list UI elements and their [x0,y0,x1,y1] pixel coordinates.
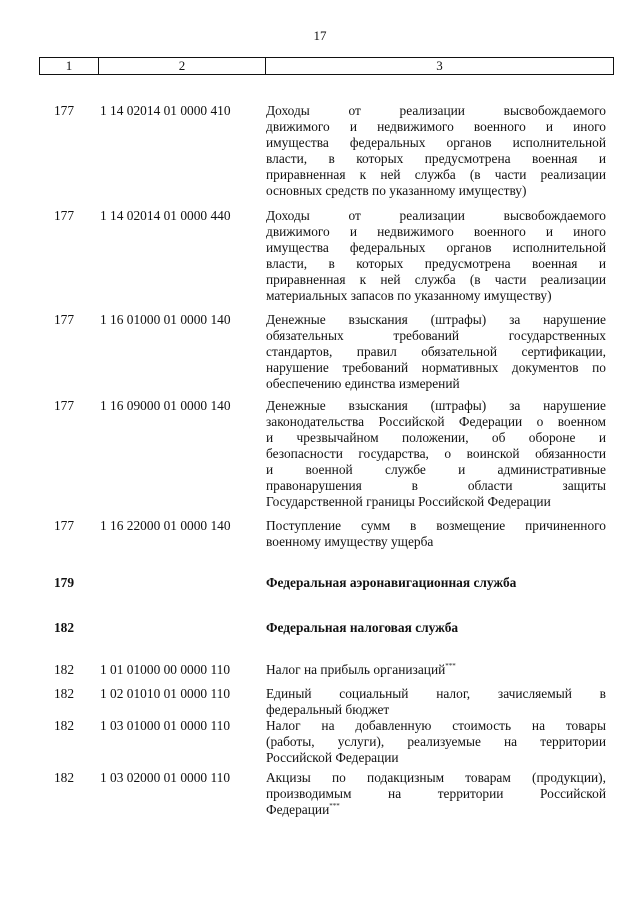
admin-code: 177 [53,398,75,413]
column-header-2: 2 [99,58,266,75]
description: Единый социальный налог, зачисляемый в федеральный бюджет [266,686,606,717]
section-code: 179 [53,575,75,590]
budget-code: 1 16 01000 01 0000 140 [100,312,231,327]
section-title: Федеральная аэронавигационная служба [266,575,517,590]
admin-code: 177 [53,208,75,223]
description: Денежные взыскания (штрафы) за нарушение законодательства Российской Федерации о военном и чрезвычайном положении, об обороне и безопасности государства, о воинской обязанности и военной службе и административные правонарушения в области защиты Государственной границы Российской Федерации [266,398,606,509]
description: Доходы от реализации высвобождаемого движимого и недвижимого военного и иного имущества федеральных органов исполнительной власти, в которых предусмотрена военная и приравненная к ней служба (в части реализации материальных запасов по указанному имуществу) [266,208,606,303]
budget-code: 1 14 02014 01 0000 410 [100,103,231,118]
admin-code: 182 [53,686,75,701]
section-title: Федеральная налоговая служба [266,620,459,635]
description: Налог на добавленную стоимость на товары (работы, услуги), реализуемые на территории Российской Федерации [266,718,606,765]
column-header-3: 3 [266,58,614,75]
admin-code: 177 [53,518,75,533]
budget-code: 1 14 02014 01 0000 440 [100,208,231,223]
description: Налог на прибыль организаций*** [266,662,456,677]
description: Поступление сумм в возмещение причиненного военному имуществу ущерба [266,518,606,549]
budget-code: 1 02 01010 01 0000 110 [100,686,231,701]
admin-code: 177 [53,312,75,327]
admin-code: 182 [53,662,75,677]
admin-code: 177 [53,103,75,118]
admin-code: 182 [53,718,75,733]
description: Акцизы по подакцизным товарам (продукции), производимым на территории Российской Федерации*** [266,770,606,817]
footnote-mark: *** [445,662,456,670]
footnote-mark: *** [329,802,340,810]
budget-code: 1 03 01000 01 0000 110 [100,718,231,733]
budget-code: 1 16 09000 01 0000 140 [100,398,231,413]
description: Денежные взыскания (штрафы) за нарушение обязательных требований государственных стандартов, правил обязательной сертификации, нарушение требований нормативных документов по обеспечению единства измерений [266,312,606,391]
description: Доходы от реализации высвобождаемого движимого и недвижимого военного и иного имущества федеральных органов исполнительной власти, в которых предусмотрена военная и приравненная к ней служба (в части реализации основных средств по указанному имуществу) [266,103,606,198]
admin-code: 182 [53,770,75,785]
budget-code: 1 03 02000 01 0000 110 [100,770,231,785]
section-code: 182 [53,620,75,635]
page-number: 17 [313,28,327,43]
budget-code: 1 16 22000 01 0000 140 [100,518,231,533]
column-header-1: 1 [40,58,99,75]
budget-code: 1 01 01000 00 0000 110 [100,662,231,677]
